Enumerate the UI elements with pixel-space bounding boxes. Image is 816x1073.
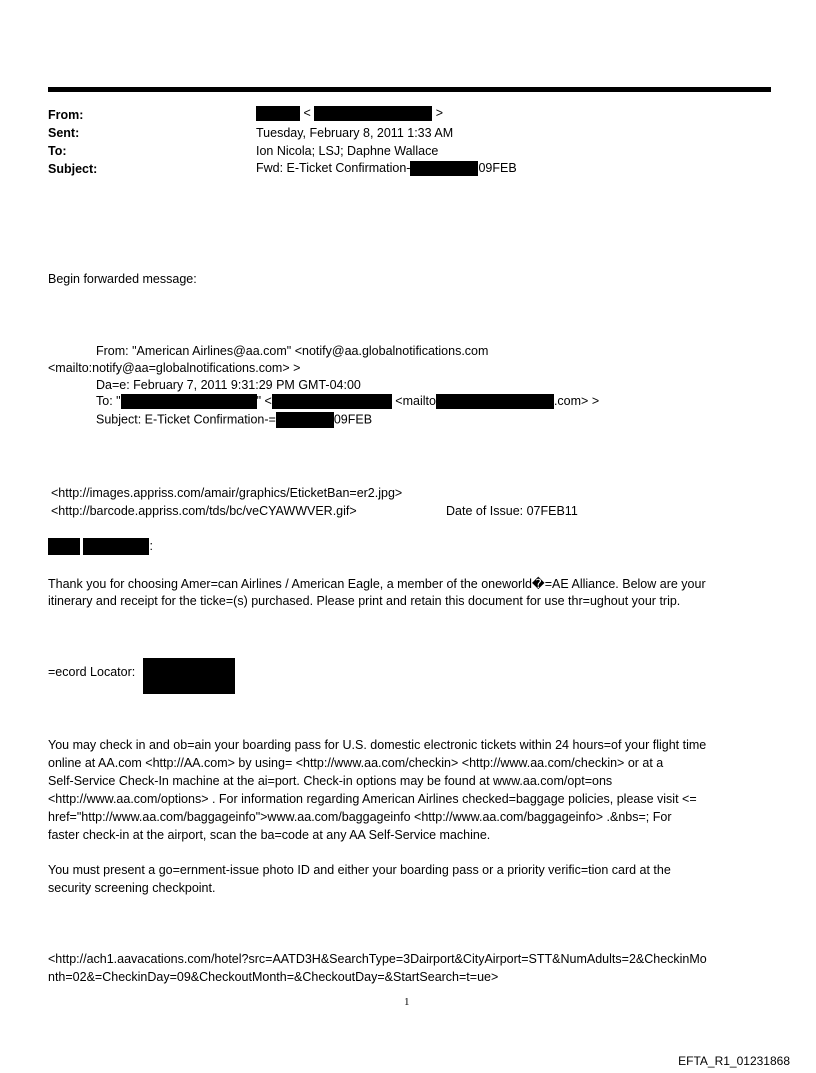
fwd-subject-suffix: 09FEB <box>333 412 373 427</box>
begin-forwarded: Begin forwarded message: <box>48 272 197 286</box>
fwd-subject-prefix: Subject: E-Ticket Confirmation-= <box>96 412 276 427</box>
fwd-to-mid2: <mailto <box>395 394 436 408</box>
greeting-colon: : <box>149 538 153 553</box>
checkin-line: Self-Service Check-In machine at the ai=port. Check-in options may be found at www.aa.com/opt=ons <box>48 774 613 788</box>
redaction-block <box>436 394 554 409</box>
date-of-issue: Date of Issue: 07FEB11 <box>446 504 578 518</box>
page-number: 1 <box>404 996 410 1008</box>
from-lt: < <box>303 106 311 120</box>
redaction-block <box>143 658 235 694</box>
fwd-from-line1: From: "American Airlines@aa.com" <notify@aa.globalnotifications.com <box>96 344 489 358</box>
img-link-2[interactable]: <http://barcode.appriss.com/tds/bc/veCYAWWVER.gif> <box>51 504 357 518</box>
checkin-line: faster check-in at the airport, scan the ba=code at any AA Self-Service machine. <box>48 828 491 842</box>
sent-label: Sent: <box>48 126 80 140</box>
img-link-1[interactable]: <http://images.appriss.com/amair/graphics/EticketBan=er2.jpg> <box>51 486 403 500</box>
redaction-block <box>410 161 478 176</box>
fwd-date: Da=e: February 7, 2011 9:31:29 PM GMT-04:00 <box>96 378 361 392</box>
redaction-block <box>256 106 300 121</box>
subject-value <box>256 161 517 176</box>
checkin-line: You may check in and ob=ain your boarding pass for U.S. domestic electronic tickets within 24 hours=of your flight time <box>48 738 707 752</box>
footer-document-id: EFTA_R1_01231868 <box>678 1054 790 1068</box>
from-label: From: <box>48 108 84 122</box>
checkin-line: href="http://www.aa.com/baggageinfo">www.aa.com/baggageinfo <http://www.aa.com/baggageinfo> .&nbs=; For <box>48 810 672 824</box>
subject-prefix: Fwd: E-Ticket Confirmation- <box>256 161 411 175</box>
redaction-block <box>121 394 257 409</box>
fwd-to-mid1: " < <box>256 394 272 408</box>
subject-label: Subject: <box>48 162 98 176</box>
checkin-line: <http://www.aa.com/options> . For information regarding American Airlines checked=baggage policies, please visit <= <box>48 792 697 806</box>
to-label: To: <box>48 144 67 158</box>
id-line: You must present a go=ernment-issue photo ID and either your boarding pass or a priority verific=tion card at the <box>48 863 671 877</box>
from-value <box>256 106 443 121</box>
from-gt: > <box>435 106 444 120</box>
fwd-from-line2: <mailto:notify@aa=globalnotifications.com> > <box>48 361 301 375</box>
thank-you-line-2: itinerary and receipt for the ticke=(s) purchased. Please print and retain this document for use thr=ughout your trip. <box>48 594 681 608</box>
redaction-block <box>48 538 80 555</box>
redaction-block <box>272 394 392 409</box>
fwd-subject <box>96 412 372 428</box>
greeting <box>48 538 153 555</box>
to-value: Ion Nicola; LSJ; Daphne Wallace <box>256 144 439 158</box>
redaction-block <box>314 106 432 121</box>
hotel-link-line: nth=02&=CheckinDay=09&CheckoutMonth=&CheckoutDay=&StartSearch=t=ue> <box>48 970 499 984</box>
header-rule <box>48 87 771 92</box>
checkin-line: online at AA.com <http://AA.com> by using= <http://www.aa.com/checkin> <http://www.aa.com/checkin> or at a <box>48 756 664 770</box>
record-locator-label: =ecord Locator: <box>48 665 136 679</box>
sent-value: Tuesday, February 8, 2011 1:33 AM <box>256 126 454 140</box>
redaction-block <box>83 538 149 555</box>
hotel-link-line: <http://ach1.aavacations.com/hotel?src=AATD3H&SearchType=3Dairport&CityAirport=STT&NumAdults=2&CheckinMo <box>48 952 707 966</box>
thank-you-line-1: Thank you for choosing Amer=can Airlines / American Eagle, a member of the oneworld�=AE Alliance. Below are your <box>48 577 706 591</box>
fwd-to-suffix: .com> > <box>553 394 600 408</box>
redaction-block <box>276 412 334 428</box>
fwd-to <box>96 394 599 409</box>
subject-suffix: 09FEB <box>478 161 517 175</box>
id-line: security screening checkpoint. <box>48 881 216 895</box>
fwd-to-prefix: To: " <box>96 394 121 408</box>
